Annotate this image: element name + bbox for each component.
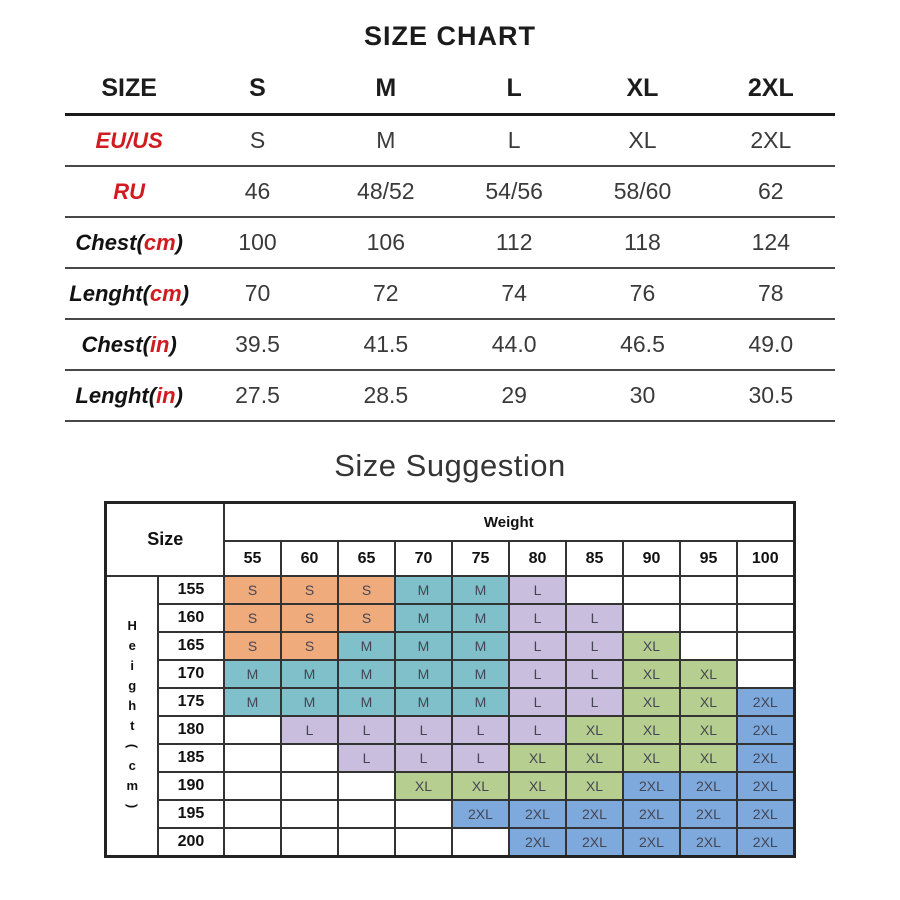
column-header-2xl: 2XL bbox=[747, 74, 794, 102]
row-label bbox=[65, 115, 193, 167]
suggestion-size-cell: XL bbox=[623, 660, 680, 688]
suggestion-size-cell: L bbox=[452, 744, 509, 772]
suggestion-size-cell: M bbox=[224, 688, 281, 716]
height-axis-label-char: i bbox=[130, 657, 135, 673]
size-chart-value-cell: 29 bbox=[501, 382, 527, 408]
suggestion-body-row bbox=[106, 604, 794, 632]
suggestion-size-cell: L bbox=[509, 632, 566, 660]
height-axis-label-char: g bbox=[128, 677, 137, 693]
suggestion-size-cell: 2XL bbox=[623, 800, 680, 828]
size-chart-value-cell: 74 bbox=[501, 280, 527, 306]
suggestion-size-cell: 2XL bbox=[737, 772, 794, 800]
height-value-cell: 190 bbox=[158, 772, 224, 800]
suggestion-size-cell: L bbox=[395, 716, 452, 744]
suggestion-size-cell: M bbox=[395, 632, 452, 660]
suggestion-size-cell: 2XL bbox=[737, 744, 794, 772]
suggestion-size-cell: L bbox=[509, 688, 566, 716]
row-label-red-part: in bbox=[156, 382, 176, 408]
suggestion-size-cell: L bbox=[566, 688, 623, 716]
row-label-part: Chest( bbox=[81, 331, 150, 357]
suggestion-size-cell: S bbox=[224, 604, 281, 632]
suggestion-empty-cell bbox=[737, 632, 794, 660]
row-label-part: ) bbox=[175, 229, 183, 255]
row-label-part: ) bbox=[175, 382, 183, 408]
size-chart-value-cell: S bbox=[249, 127, 266, 153]
suggestion-body-row bbox=[106, 828, 794, 856]
suggestion-size-cell: M bbox=[338, 660, 395, 688]
row-label bbox=[65, 217, 193, 268]
suggestion-empty-cell bbox=[281, 744, 338, 772]
suggestion-size-cell: 2XL bbox=[737, 800, 794, 828]
suggestion-size-cell: L bbox=[509, 604, 566, 632]
suggestion-size-cell: L bbox=[509, 716, 566, 744]
suggestion-empty-cell bbox=[680, 632, 737, 660]
size-chart-value-cell: M bbox=[376, 127, 396, 153]
suggestion-size-cell: 2XL bbox=[680, 828, 737, 856]
suggestion-size-cell: 2XL bbox=[623, 772, 680, 800]
size-chart-value-cell: 30.5 bbox=[748, 382, 794, 408]
suggestion-body-row bbox=[106, 688, 794, 716]
weight-value-cell: 100 bbox=[737, 541, 794, 576]
suggestion-body-row bbox=[106, 744, 794, 772]
suggestion-header-row-1 bbox=[106, 503, 794, 542]
suggestion-size-cell: M bbox=[452, 632, 509, 660]
suggestion-size-cell: S bbox=[281, 576, 338, 604]
row-label-part: ) bbox=[181, 280, 190, 306]
suggestion-size-cell: 2XL bbox=[737, 716, 794, 744]
suggestion-size-cell: L bbox=[566, 660, 623, 688]
height-axis-label-char: e bbox=[128, 637, 136, 653]
height-value-cell: 170 bbox=[158, 660, 224, 688]
suggestion-size-cell: L bbox=[395, 744, 452, 772]
suggestion-body-row bbox=[106, 576, 794, 604]
suggestion-size-cell: XL bbox=[623, 632, 680, 660]
height-value-cell: 160 bbox=[158, 604, 224, 632]
suggestion-empty-cell bbox=[224, 744, 281, 772]
suggestion-size-cell: L bbox=[566, 604, 623, 632]
row-label-red-part: RU bbox=[113, 178, 146, 204]
suggestion-empty-cell bbox=[623, 576, 680, 604]
weight-axis-label: Weight bbox=[224, 503, 794, 542]
row-label-red-part: cm bbox=[149, 280, 182, 306]
suggestion-size-cell: M bbox=[224, 660, 281, 688]
weight-value-cell: 85 bbox=[566, 541, 623, 576]
height-value-cell: 200 bbox=[158, 828, 224, 856]
column-header-m: M bbox=[375, 74, 397, 102]
weight-value-cell: 80 bbox=[509, 541, 566, 576]
size-chart-value-cell: 39.5 bbox=[235, 331, 280, 357]
height-value-cell: 165 bbox=[158, 632, 224, 660]
row-label-part: Chest( bbox=[75, 229, 144, 255]
suggestion-size-cell: M bbox=[395, 660, 452, 688]
suggestion-size-cell: 2XL bbox=[623, 828, 680, 856]
suggestion-body-row bbox=[106, 800, 794, 828]
suggestion-size-cell: 2XL bbox=[566, 828, 623, 856]
suggestion-body-row bbox=[106, 716, 794, 744]
suggestion-body-row bbox=[106, 632, 794, 660]
height-axis-label-char: ) bbox=[125, 803, 141, 808]
suggestion-size-cell: M bbox=[452, 660, 509, 688]
size-chart-value-cell: 41.5 bbox=[363, 331, 409, 357]
suggestion-size-cell: M bbox=[395, 576, 452, 604]
weight-value-cell: 55 bbox=[224, 541, 281, 576]
suggestion-size-cell: L bbox=[452, 716, 509, 744]
column-header-size: SIZE bbox=[101, 74, 157, 102]
suggestion-size-cell: XL bbox=[623, 716, 680, 744]
suggestion-size-cell: S bbox=[281, 604, 338, 632]
row-label-part: Lenght( bbox=[69, 280, 150, 306]
height-axis-label-char: m bbox=[126, 777, 139, 793]
suggestion-size-cell: 2XL bbox=[452, 800, 509, 828]
weight-value-cell: 60 bbox=[281, 541, 338, 576]
suggestion-empty-cell bbox=[224, 800, 281, 828]
size-chart-header-row bbox=[65, 64, 835, 115]
height-value-cell: 185 bbox=[158, 744, 224, 772]
row-label bbox=[65, 370, 193, 421]
suggestion-size-cell: M bbox=[281, 660, 338, 688]
suggestion-size-cell: 2XL bbox=[680, 800, 737, 828]
suggestion-empty-cell bbox=[281, 772, 338, 800]
suggestion-empty-cell bbox=[224, 716, 281, 744]
size-chart-value-cell: 44.0 bbox=[491, 331, 537, 357]
row-label-part: Lenght( bbox=[75, 382, 157, 408]
suggestion-body-row bbox=[106, 660, 794, 688]
suggestion-empty-cell bbox=[737, 660, 794, 688]
suggestion-empty-cell bbox=[395, 828, 452, 856]
suggestion-size-cell: M bbox=[338, 632, 395, 660]
suggestion-size-cell: XL bbox=[566, 772, 623, 800]
size-chart-row bbox=[65, 319, 835, 370]
suggestion-empty-cell bbox=[338, 772, 395, 800]
suggestion-size-cell: XL bbox=[509, 772, 566, 800]
size-chart-value-cell: 58/60 bbox=[613, 178, 672, 204]
suggestion-empty-cell bbox=[737, 576, 794, 604]
height-axis-label-char: c bbox=[128, 757, 136, 773]
suggestion-size-cell: L bbox=[509, 660, 566, 688]
suggestion-size-cell: 2XL bbox=[509, 800, 566, 828]
size-chart-value-cell: 62 bbox=[758, 178, 784, 204]
suggestion-size-cell: S bbox=[224, 632, 281, 660]
corner-label-size: Size bbox=[106, 503, 224, 577]
column-header-l: L bbox=[506, 74, 522, 102]
suggestion-size-cell: XL bbox=[623, 744, 680, 772]
size-chart-value-cell: 2XL bbox=[750, 127, 792, 153]
size-chart-value-cell: 48/52 bbox=[357, 178, 415, 204]
size-chart-table bbox=[65, 64, 835, 422]
size-chart-value-cell: 124 bbox=[751, 229, 790, 255]
size-chart-value-cell: 72 bbox=[373, 280, 399, 306]
height-axis-label-char: H bbox=[127, 617, 137, 633]
row-label bbox=[65, 268, 193, 319]
suggestion-size-cell: S bbox=[281, 632, 338, 660]
height-value-cell: 155 bbox=[158, 576, 224, 604]
suggestion-size-cell: L bbox=[338, 716, 395, 744]
suggestion-empty-cell bbox=[338, 828, 395, 856]
suggestion-size-cell: M bbox=[395, 688, 452, 716]
weight-value-cell: 65 bbox=[338, 541, 395, 576]
size-suggestion-title: Size Suggestion bbox=[334, 448, 566, 483]
suggestion-empty-cell bbox=[395, 800, 452, 828]
suggestion-empty-cell bbox=[452, 828, 509, 856]
row-label-red-part: EU/US bbox=[95, 127, 163, 153]
size-chart-value-cell: 49.0 bbox=[748, 331, 794, 357]
suggestion-body-row bbox=[106, 772, 794, 800]
size-chart-value-cell: 54/56 bbox=[485, 178, 543, 204]
suggestion-size-cell: L bbox=[281, 716, 338, 744]
suggestion-empty-cell bbox=[566, 576, 623, 604]
suggestion-empty-cell bbox=[224, 828, 281, 856]
suggestion-size-cell: M bbox=[281, 688, 338, 716]
size-chart-table-body bbox=[65, 64, 835, 421]
size-chart-row bbox=[65, 370, 835, 421]
suggestion-size-cell: S bbox=[224, 576, 281, 604]
suggestion-size-cell: XL bbox=[680, 688, 737, 716]
column-header-s: S bbox=[249, 74, 266, 102]
height-axis-label bbox=[106, 576, 158, 856]
suggestion-empty-cell bbox=[680, 576, 737, 604]
suggestion-empty-cell bbox=[680, 604, 737, 632]
weight-value-cell: 95 bbox=[680, 541, 737, 576]
suggestion-empty-cell bbox=[281, 828, 338, 856]
size-chart-value-cell: L bbox=[507, 127, 521, 153]
row-label-red-part: cm bbox=[143, 229, 176, 255]
size-chart-value-cell: 46 bbox=[244, 178, 271, 204]
row-label-part: ) bbox=[169, 331, 177, 357]
suggestion-size-cell: 2XL bbox=[737, 688, 794, 716]
column-header-xl: XL bbox=[626, 74, 659, 102]
suggestion-size-cell: M bbox=[452, 576, 509, 604]
suggestion-size-cell: 2XL bbox=[566, 800, 623, 828]
height-value-cell: 180 bbox=[158, 716, 224, 744]
size-chart-value-cell: 78 bbox=[758, 280, 784, 306]
size-chart-row bbox=[65, 217, 835, 268]
height-value-cell: 195 bbox=[158, 800, 224, 828]
size-chart-title: SIZE CHART bbox=[364, 21, 536, 51]
suggestion-size-cell: XL bbox=[623, 688, 680, 716]
size-chart-value-cell: 100 bbox=[238, 229, 277, 255]
size-chart-row bbox=[65, 166, 835, 217]
size-chart-value-cell: 76 bbox=[629, 280, 656, 306]
suggestion-size-cell: XL bbox=[509, 744, 566, 772]
size-suggestion-table bbox=[104, 501, 795, 858]
suggestion-size-cell: M bbox=[452, 604, 509, 632]
size-chart-value-cell: 46.5 bbox=[620, 331, 665, 357]
height-axis-label-char: t bbox=[130, 717, 135, 733]
suggestion-size-cell: 2XL bbox=[737, 828, 794, 856]
height-value-cell: 175 bbox=[158, 688, 224, 716]
size-chart-value-cell: 70 bbox=[244, 280, 271, 306]
size-chart-row bbox=[65, 268, 835, 319]
suggestion-size-cell: L bbox=[566, 632, 623, 660]
size-chart-value-cell: 28.5 bbox=[363, 382, 409, 408]
suggestion-size-cell: S bbox=[338, 604, 395, 632]
row-label bbox=[65, 166, 193, 217]
row-label bbox=[65, 319, 193, 370]
suggestion-size-cell: XL bbox=[680, 716, 737, 744]
suggestion-size-cell: XL bbox=[566, 744, 623, 772]
suggestion-size-cell: XL bbox=[680, 744, 737, 772]
weight-value-cell: 70 bbox=[395, 541, 452, 576]
suggestion-size-cell: 2XL bbox=[509, 828, 566, 856]
suggestion-size-cell: 2XL bbox=[680, 772, 737, 800]
suggestion-size-cell: XL bbox=[395, 772, 452, 800]
suggestion-size-cell: L bbox=[509, 576, 566, 604]
height-axis-label-char: ( bbox=[125, 743, 141, 748]
suggestion-size-cell: M bbox=[395, 604, 452, 632]
size-chart-value-cell: 106 bbox=[366, 229, 405, 255]
size-chart-value-cell: 112 bbox=[495, 229, 533, 255]
suggestion-size-cell: L bbox=[338, 744, 395, 772]
weight-value-cell: 75 bbox=[452, 541, 509, 576]
suggestion-size-cell: XL bbox=[566, 716, 623, 744]
suggestion-size-cell: XL bbox=[452, 772, 509, 800]
suggestion-empty-cell bbox=[737, 604, 794, 632]
height-axis-label-char: h bbox=[128, 697, 137, 713]
size-chart-value-cell: 118 bbox=[624, 229, 661, 255]
suggestion-size-cell: M bbox=[452, 688, 509, 716]
suggestion-size-cell: M bbox=[338, 688, 395, 716]
suggestion-empty-cell bbox=[623, 604, 680, 632]
size-chart-value-cell: XL bbox=[628, 127, 657, 153]
suggestion-empty-cell bbox=[338, 800, 395, 828]
suggestion-size-cell: S bbox=[338, 576, 395, 604]
weight-value-cell: 90 bbox=[623, 541, 680, 576]
suggestion-empty-cell bbox=[281, 800, 338, 828]
suggestion-size-cell: XL bbox=[680, 660, 737, 688]
size-chart-row bbox=[65, 115, 835, 167]
size-chart-value-cell: 30 bbox=[629, 382, 656, 408]
suggestion-empty-cell bbox=[224, 772, 281, 800]
size-suggestion-table-body bbox=[106, 503, 794, 857]
size-chart-value-cell: 27.5 bbox=[235, 382, 280, 408]
row-label-red-part: in bbox=[149, 331, 170, 357]
